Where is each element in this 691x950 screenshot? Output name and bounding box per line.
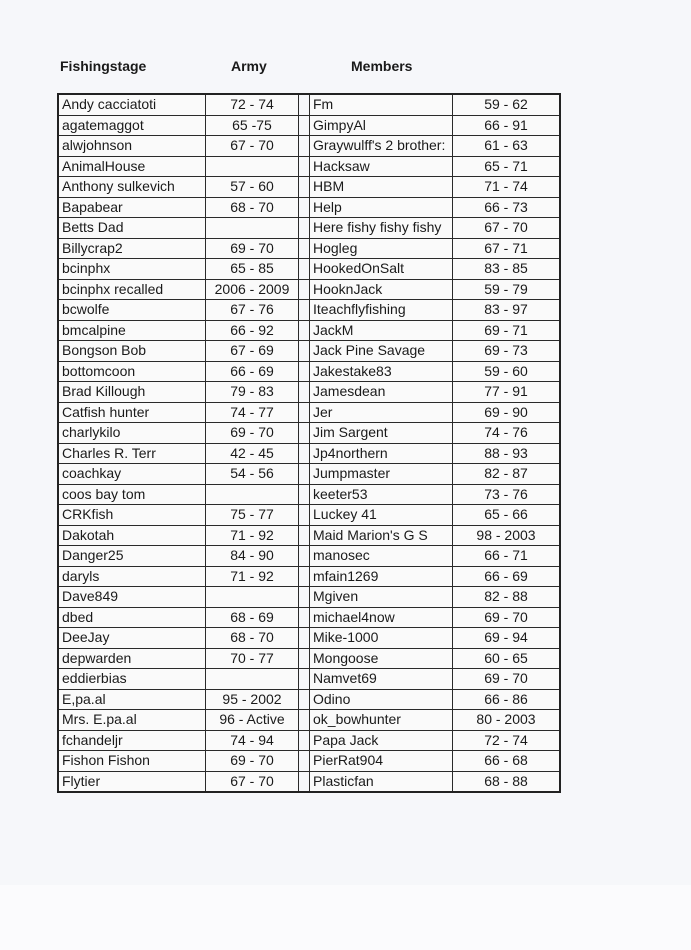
member-name-right: Namvet69 <box>310 669 453 690</box>
column-spacer <box>299 443 310 464</box>
table-row <box>58 587 560 608</box>
member-years-left: 65 -75 <box>206 115 299 136</box>
member-years-right: 59 - 62 <box>453 94 561 115</box>
member-name-left: Dave849 <box>58 587 206 608</box>
member-years-right: 69 - 71 <box>453 320 561 341</box>
table-row <box>58 177 560 198</box>
member-years-left: 72 - 74 <box>206 94 299 115</box>
table-row <box>58 423 560 444</box>
member-years-right: 61 - 63 <box>453 136 561 157</box>
column-spacer <box>299 566 310 587</box>
table-row <box>58 156 560 177</box>
member-name-right: Maid Marion's G S <box>310 525 453 546</box>
member-years-right: 67 - 71 <box>453 238 561 259</box>
table-row <box>58 259 560 280</box>
member-name-left: Brad Killough <box>58 382 206 403</box>
member-years-right: 83 - 97 <box>453 300 561 321</box>
member-name-left: bcwolfe <box>58 300 206 321</box>
member-name-right: JackM <box>310 320 453 341</box>
member-years-left: 79 - 83 <box>206 382 299 403</box>
column-spacer <box>299 279 310 300</box>
member-name-right: Plasticfan <box>310 771 453 792</box>
table-row <box>58 607 560 628</box>
member-years-right: 74 - 76 <box>453 423 561 444</box>
member-years-left: 54 - 56 <box>206 464 299 485</box>
member-name-right: HBM <box>310 177 453 198</box>
member-name-right: Jp4northern <box>310 443 453 464</box>
member-name-right: HookedOnSalt <box>310 259 453 280</box>
table-row <box>58 566 560 587</box>
column-spacer <box>299 607 310 628</box>
member-name-right: Papa Jack <box>310 730 453 751</box>
column-spacer <box>299 197 310 218</box>
column-spacer <box>299 505 310 526</box>
member-name-left: coos bay tom <box>58 484 206 505</box>
table-row <box>58 361 560 382</box>
column-spacer <box>299 361 310 382</box>
table-row <box>58 402 560 423</box>
table-row <box>58 771 560 792</box>
member-years-right: 77 - 91 <box>453 382 561 403</box>
member-name-right: keeter53 <box>310 484 453 505</box>
member-years-right: 60 - 65 <box>453 648 561 669</box>
member-name-left: Catfish hunter <box>58 402 206 423</box>
member-years-left: 69 - 70 <box>206 751 299 772</box>
member-name-right: michael4now <box>310 607 453 628</box>
member-years-left <box>206 156 299 177</box>
column-spacer <box>299 259 310 280</box>
member-years-left: 66 - 92 <box>206 320 299 341</box>
column-spacer <box>299 628 310 649</box>
member-years-right: 98 - 2003 <box>453 525 561 546</box>
member-name-left: Flytier <box>58 771 206 792</box>
table-row <box>58 484 560 505</box>
member-name-right: Mongoose <box>310 648 453 669</box>
member-name-left: Anthony sulkevich <box>58 177 206 198</box>
member-years-right: 66 - 69 <box>453 566 561 587</box>
member-years-right: 88 - 93 <box>453 443 561 464</box>
column-spacer <box>299 669 310 690</box>
member-name-left: bmcalpine <box>58 320 206 341</box>
member-years-right: 72 - 74 <box>453 730 561 751</box>
page-bottom-margin <box>0 885 691 950</box>
member-years-left: 70 - 77 <box>206 648 299 669</box>
member-name-left: bcinphx recalled <box>58 279 206 300</box>
member-years-right: 82 - 88 <box>453 587 561 608</box>
column-spacer <box>299 423 310 444</box>
column-spacer <box>299 587 310 608</box>
member-years-right: 65 - 71 <box>453 156 561 177</box>
member-name-right: Graywulff's 2 brother: <box>310 136 453 157</box>
member-name-right: Mike-1000 <box>310 628 453 649</box>
members-table <box>57 93 561 793</box>
member-years-right: 71 - 74 <box>453 177 561 198</box>
member-name-right: Jakestake83 <box>310 361 453 382</box>
member-name-right: Help <box>310 197 453 218</box>
table-row <box>58 669 560 690</box>
member-name-left: daryls <box>58 566 206 587</box>
member-name-left: DeeJay <box>58 628 206 649</box>
member-years-right: 68 - 88 <box>453 771 561 792</box>
member-years-left: 75 - 77 <box>206 505 299 526</box>
member-years-left: 67 - 70 <box>206 771 299 792</box>
column-spacer <box>299 648 310 669</box>
member-name-right: Iteachflyfishing <box>310 300 453 321</box>
column-spacer <box>299 464 310 485</box>
member-name-left: E,pa.al <box>58 689 206 710</box>
column-spacer <box>299 300 310 321</box>
member-years-right: 65 - 66 <box>453 505 561 526</box>
column-spacer <box>299 341 310 362</box>
table-row <box>58 136 560 157</box>
member-years-left: 68 - 70 <box>206 197 299 218</box>
column-spacer <box>299 484 310 505</box>
member-years-left: 68 - 69 <box>206 607 299 628</box>
member-years-right: 69 - 73 <box>453 341 561 362</box>
member-years-right: 69 - 70 <box>453 607 561 628</box>
member-name-left: eddierbias <box>58 669 206 690</box>
member-years-right: 83 - 85 <box>453 259 561 280</box>
member-years-left: 67 - 69 <box>206 341 299 362</box>
column-spacer <box>299 710 310 731</box>
member-years-left: 69 - 70 <box>206 423 299 444</box>
member-name-left: charlykilo <box>58 423 206 444</box>
member-years-right: 66 - 68 <box>453 751 561 772</box>
member-name-right: Jim Sargent <box>310 423 453 444</box>
table-row <box>58 320 560 341</box>
member-name-left: Andy cacciatoti <box>58 94 206 115</box>
member-years-right: 82 - 87 <box>453 464 561 485</box>
member-years-right: 59 - 79 <box>453 279 561 300</box>
table-row <box>58 505 560 526</box>
table-row <box>58 628 560 649</box>
member-name-left: agatemaggot <box>58 115 206 136</box>
member-name-right: Fm <box>310 94 453 115</box>
member-years-right: 66 - 86 <box>453 689 561 710</box>
table-row <box>58 730 560 751</box>
column-spacer <box>299 382 310 403</box>
member-years-right: 69 - 94 <box>453 628 561 649</box>
table-row <box>58 710 560 731</box>
member-years-left: 57 - 60 <box>206 177 299 198</box>
member-name-left: fchandeljr <box>58 730 206 751</box>
header-members: Members <box>351 58 413 74</box>
member-name-left: Bongson Bob <box>58 341 206 362</box>
members-table-grid <box>57 93 561 793</box>
member-name-left: Bapabear <box>58 197 206 218</box>
member-name-right: ok_bowhunter <box>310 710 453 731</box>
column-spacer <box>299 689 310 710</box>
column-spacer <box>299 238 310 259</box>
member-name-left: Dakotah <box>58 525 206 546</box>
member-years-left: 67 - 76 <box>206 300 299 321</box>
column-spacer <box>299 525 310 546</box>
table-row <box>58 218 560 239</box>
member-years-right: 69 - 70 <box>453 669 561 690</box>
column-spacer <box>299 115 310 136</box>
table-row <box>58 525 560 546</box>
member-years-left: 68 - 70 <box>206 628 299 649</box>
table-row <box>58 689 560 710</box>
column-spacer <box>299 177 310 198</box>
member-years-left: 2006 - 2009 <box>206 279 299 300</box>
table-row <box>58 197 560 218</box>
member-years-left: 71 - 92 <box>206 525 299 546</box>
table-row <box>58 279 560 300</box>
member-name-right: Mgiven <box>310 587 453 608</box>
table-row <box>58 115 560 136</box>
member-years-left <box>206 484 299 505</box>
member-name-right: mfain1269 <box>310 566 453 587</box>
table-row <box>58 464 560 485</box>
table-row <box>58 751 560 772</box>
member-name-left: coachkay <box>58 464 206 485</box>
table-row <box>58 382 560 403</box>
column-spacer <box>299 771 310 792</box>
header-army: Army <box>231 58 267 74</box>
member-years-left: 96 - Active <box>206 710 299 731</box>
member-years-left: 71 - 92 <box>206 566 299 587</box>
member-name-left: alwjohnson <box>58 136 206 157</box>
table-row <box>58 341 560 362</box>
column-spacer <box>299 218 310 239</box>
member-years-left <box>206 587 299 608</box>
member-years-right: 66 - 71 <box>453 546 561 567</box>
member-years-left: 69 - 70 <box>206 238 299 259</box>
member-name-left: dbed <box>58 607 206 628</box>
member-years-left: 74 - 94 <box>206 730 299 751</box>
member-name-left: Betts Dad <box>58 218 206 239</box>
column-spacer <box>299 402 310 423</box>
member-years-left: 66 - 69 <box>206 361 299 382</box>
member-years-right: 80 - 2003 <box>453 710 561 731</box>
member-name-left: AnimalHouse <box>58 156 206 177</box>
column-spacer <box>299 730 310 751</box>
member-name-right: PierRat904 <box>310 751 453 772</box>
member-years-left: 65 - 85 <box>206 259 299 280</box>
member-name-right: Hacksaw <box>310 156 453 177</box>
member-name-right: Luckey 41 <box>310 505 453 526</box>
member-years-left <box>206 218 299 239</box>
member-years-right: 67 - 70 <box>453 218 561 239</box>
member-name-right: Jumpmaster <box>310 464 453 485</box>
table-row <box>58 238 560 259</box>
member-name-left: Danger25 <box>58 546 206 567</box>
member-name-right: Jamesdean <box>310 382 453 403</box>
member-name-left: Fishon Fishon <box>58 751 206 772</box>
member-years-left <box>206 669 299 690</box>
column-spacer <box>299 320 310 341</box>
member-years-right: 69 - 90 <box>453 402 561 423</box>
member-years-right: 66 - 91 <box>453 115 561 136</box>
member-years-left: 67 - 70 <box>206 136 299 157</box>
member-years-right: 66 - 73 <box>453 197 561 218</box>
member-name-right: Hogleg <box>310 238 453 259</box>
member-name-left: CRKfish <box>58 505 206 526</box>
member-years-left: 42 - 45 <box>206 443 299 464</box>
table-row <box>58 443 560 464</box>
table-row <box>58 648 560 669</box>
member-name-left: bottomcoon <box>58 361 206 382</box>
column-spacer <box>299 751 310 772</box>
member-name-left: Charles R. Terr <box>58 443 206 464</box>
member-years-left: 84 - 90 <box>206 546 299 567</box>
table-row <box>58 546 560 567</box>
table-row <box>58 94 560 115</box>
table-row <box>58 300 560 321</box>
member-years-left: 74 - 77 <box>206 402 299 423</box>
member-name-right: Here fishy fishy fishy <box>310 218 453 239</box>
column-spacer <box>299 136 310 157</box>
member-name-right: HooknJack <box>310 279 453 300</box>
member-name-right: Odino <box>310 689 453 710</box>
member-name-left: bcinphx <box>58 259 206 280</box>
member-name-right: Jack Pine Savage <box>310 341 453 362</box>
column-spacer <box>299 546 310 567</box>
member-years-left: 95 - 2002 <box>206 689 299 710</box>
member-name-left: Mrs. E.pa.al <box>58 710 206 731</box>
member-name-left: Billycrap2 <box>58 238 206 259</box>
column-spacer <box>299 94 310 115</box>
member-name-left: depwarden <box>58 648 206 669</box>
member-name-right: Jer <box>310 402 453 423</box>
header-fishingstage: Fishingstage <box>60 58 147 74</box>
member-name-right: manosec <box>310 546 453 567</box>
member-years-right: 73 - 76 <box>453 484 561 505</box>
member-name-right: GimpyAl <box>310 115 453 136</box>
column-spacer <box>299 156 310 177</box>
member-years-right: 59 - 60 <box>453 361 561 382</box>
